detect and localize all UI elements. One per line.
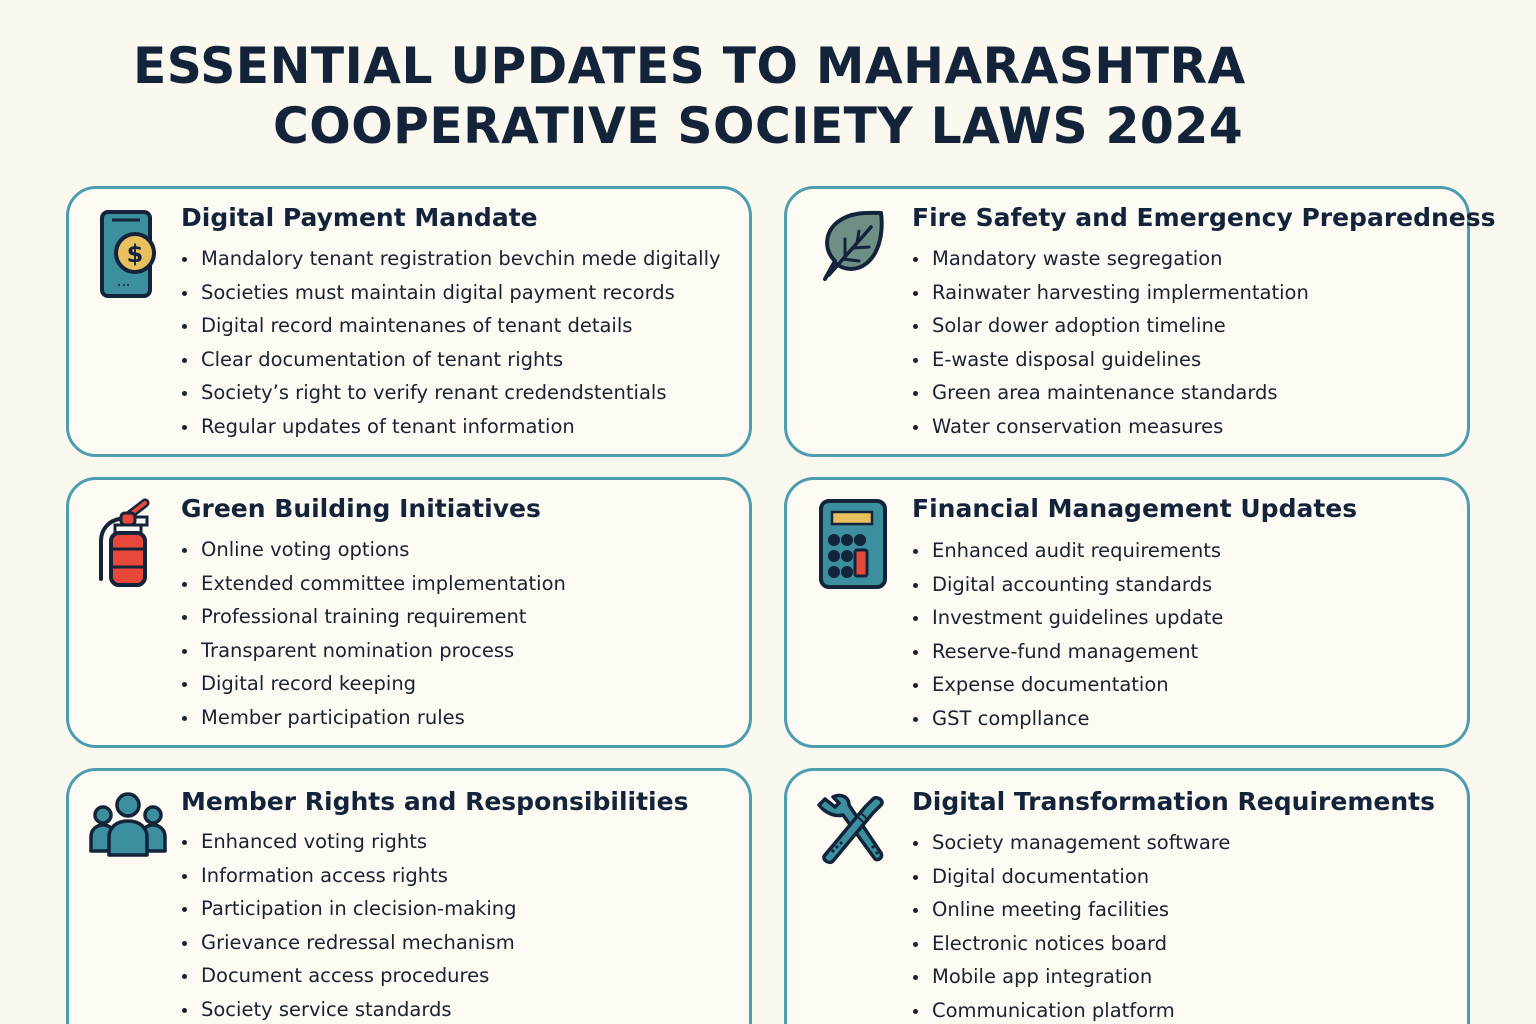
list-item: Digital record keeping [181, 667, 566, 701]
list-item: Green area maintenance standards [912, 376, 1309, 410]
list-item: Water conservation measures [912, 410, 1309, 444]
calculator-icon [818, 498, 890, 592]
list-item: Information access rights [181, 859, 516, 893]
phone-payment-icon [99, 209, 159, 301]
bullet-list [181, 825, 516, 1024]
card-digital-transformation [784, 768, 1470, 1024]
card-financial-management [784, 477, 1470, 748]
list-item: Communication platform [912, 994, 1230, 1024]
list-item: Member participation rules [181, 701, 566, 735]
list-item: Digital record maintenanes of tenant details [181, 309, 721, 343]
fire-extinguisher-icon [95, 495, 157, 591]
list-item: Reserve-fund management [912, 635, 1223, 669]
card-title: Member Rights and Responsibilities [181, 787, 689, 816]
list-item: Electronic notices board [912, 927, 1230, 961]
list-item: Mandalory tenant registration bevchin mede digitally [181, 242, 721, 276]
list-item: Online meeting facilities [912, 893, 1230, 927]
list-item: Enhanced audit requirements [912, 534, 1223, 568]
list-item: GST compllance [912, 702, 1223, 736]
list-item: Mandatory waste segregation [912, 242, 1309, 276]
tools-icon [815, 793, 889, 865]
list-item: Transparent nomination process [181, 634, 566, 668]
bullet-list [912, 534, 1223, 736]
bullet-list [912, 826, 1230, 1024]
card-title: Financial Management Updates [912, 494, 1358, 523]
list-item: E-waste disposal guidelines [912, 343, 1309, 377]
card-fire-safety [784, 186, 1496, 457]
card-title: Green Building Initiatives [181, 494, 541, 523]
list-item: Societies must maintain digital payment records [181, 276, 721, 310]
list-item: Solar dower adoption timeline [912, 309, 1309, 343]
list-item: Digital documentation [912, 860, 1230, 894]
svg-text:$: $ [126, 240, 144, 268]
bullet-list [912, 242, 1309, 444]
card-green-building [66, 477, 752, 748]
list-item: Clear documentation of tenant rights [181, 343, 721, 377]
list-item: Participation in clecision-making [181, 892, 516, 926]
list-item: Rainwater harvesting implermentation [912, 276, 1309, 310]
list-item: Enhanced voting rights [181, 825, 516, 859]
group-users-icon [89, 791, 167, 859]
bullet-list [181, 533, 566, 735]
card-title: Fire Safety and Emergency Preparedness [912, 203, 1496, 232]
list-item: Document access procedures [181, 959, 516, 993]
list-item: Expense documentation [912, 668, 1223, 702]
list-item: Mobile app integration [912, 960, 1230, 994]
page-title-line-1: ESSENTIAL UPDATES TO MAHARASHTRA [133, 37, 1246, 95]
card-member-rights [66, 768, 752, 1024]
card-digital-payment-mandate [66, 186, 752, 457]
card-title: Digital Payment Mandate [181, 203, 538, 232]
list-item: Grievance redressal mechanism [181, 926, 516, 960]
leaf-icon [817, 209, 887, 285]
list-item: Extended committee implementation [181, 567, 566, 601]
page-title-line-2: COOPERATIVE SOCIETY LAWS 2024 [273, 97, 1244, 155]
list-item: Society service standards [181, 993, 516, 1024]
card-title: Digital Transformation Requirements [912, 787, 1435, 816]
list-item: Society management software [912, 826, 1230, 860]
list-item: Investment guidelines update [912, 601, 1223, 635]
list-item: Digital accounting standards [912, 568, 1223, 602]
list-item: Regular updates of tenant information [181, 410, 721, 444]
bullet-list [181, 242, 721, 444]
list-item: Professional training requirement [181, 600, 566, 634]
list-item: Society’s right to verify renant credendstentials [181, 376, 721, 410]
list-item: Online voting options [181, 533, 566, 567]
